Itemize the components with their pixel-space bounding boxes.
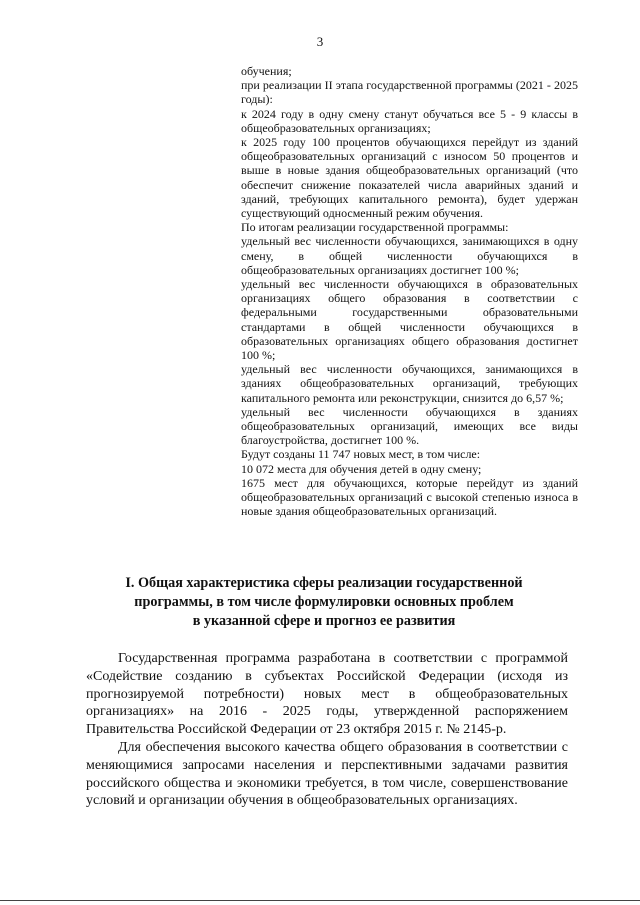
- column-paragraph: удельный вес численности обучающихся в образовательных организациях общего образования в соответствии с федеральными государственными образовательными стандартами в общей численности обучающихся в образовательных организациях общего образования достигнет 100 %;: [241, 277, 578, 363]
- column-paragraph: при реализации II этапа государственной программы (2021 - 2025 годы):: [241, 78, 578, 107]
- section-heading: [88, 574, 560, 631]
- column-paragraph: 1675 мест для обучающихся, которые перейдут из зданий общеобразовательных организаций с высокой степенью износа в новые здания общеобразовательных организаций.: [241, 475, 578, 519]
- section-body: [86, 650, 568, 810]
- page-bottom-divider: [0, 900, 640, 901]
- column-paragraph: Будут созданы 11 747 новых мест, в том числе:: [241, 447, 481, 462]
- body-paragraph: Для обеспечения высокого качества общего образования в соответствии с меняющимися запросами населения и перспективными задачами развития российского общества и экономики требуется, в том числе, совершенствование условий и организации обучения в общеобразовательных организациях.: [86, 739, 568, 809]
- continuation-column: [241, 64, 578, 519]
- column-paragraph: удельный вес численности обучающихся, занимающихся в одну смену, в общей численности обучающихся в общеобразовательных организациях достигнет 100 %;: [241, 234, 578, 277]
- column-paragraph: обучения;: [241, 64, 292, 78]
- column-paragraph: удельный вес численности обучающихся, занимающихся в зданиях общеобразовательных организаций, требующих капитального ремонта или реконструкции, снизится до 6,57 %;: [241, 362, 578, 405]
- page-number: 3: [316, 34, 324, 49]
- section-heading-line: программы, в том числе формулировки основных проблем: [134, 594, 514, 610]
- body-paragraph: Государственная программа разработана в соответствии с программой «Содействие созданию в субъектах Российской Федерации (исходя из прогнозируемой потребности) новых мест в общеобразовательных организациях» на 2016 - 2025 годы, утвержденной распоряжением Правительства Российской Федерации от 23 октября 2015 г. № 2145-р.: [86, 651, 568, 738]
- column-paragraph: к 2025 году 100 процентов обучающихся перейдут из зданий общеобразовательных организаций с износом 50 процентов и выше в новые здания общеобразовательных организаций (что обеспечит снижение показателей числа аварийных зданий и зданий, требующих капитального ремонта), будет удержан существующий односменный режим обучения.: [241, 135, 578, 221]
- column-paragraph: удельный вес численности обучающихся в зданиях общеобразовательных организаций, имеющих все виды благоустройства, достигнет 100 %.: [241, 404, 578, 448]
- column-paragraph: По итогам реализации государственной программы:: [241, 220, 509, 235]
- section-heading-line: I. Общая характеристика сферы реализации государственной: [125, 575, 523, 591]
- section-heading-line: в указанной сфере и прогноз ее развития: [192, 613, 456, 629]
- column-paragraph: к 2024 году в одну смену станут обучаться все 5 - 9 классы в общеобразовательных организациях;: [241, 106, 578, 135]
- column-paragraph: 10 072 места для обучения детей в одну смену;: [241, 461, 482, 476]
